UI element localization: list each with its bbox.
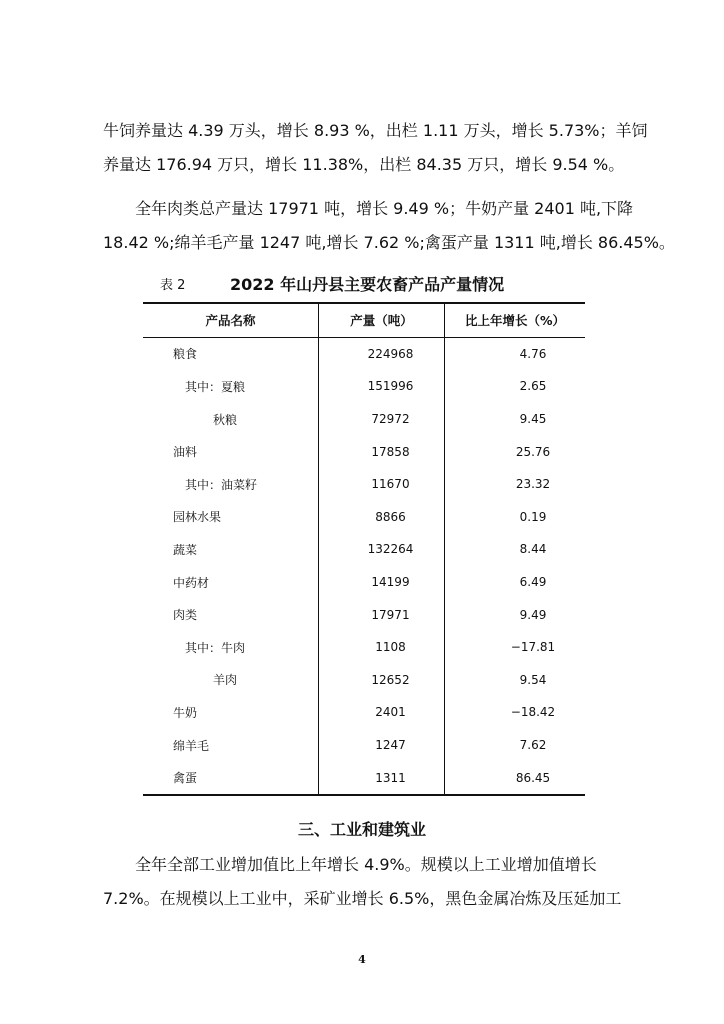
paragraph-line: 18.42 %;绵羊毛产量 1247 吨,增长 7.62 %;禽蛋产量 1311 吨,增长 86.45%。	[103, 233, 675, 252]
output-cell	[319, 435, 445, 468]
table-row	[143, 435, 585, 468]
product-name: 油料	[173, 445, 198, 460]
page-number: 4	[358, 953, 366, 966]
output-value: 8866	[375, 509, 406, 524]
growth-value: 6.49	[519, 575, 547, 590]
table-row	[143, 501, 585, 534]
product-name-cell	[143, 598, 319, 631]
output-value: 72972	[371, 412, 410, 427]
growth-cell	[445, 468, 586, 501]
product-name: 其中：夏粮	[185, 379, 246, 394]
output-value: 224968	[367, 346, 414, 361]
output-value: 1247	[375, 738, 406, 753]
growth-value: 0.19	[519, 509, 547, 524]
product-name: 中药材	[173, 575, 210, 590]
output-cell	[319, 761, 445, 795]
growth-cell	[445, 729, 586, 762]
section-heading: 三、工业和建筑业	[297, 820, 426, 839]
header-growth: 比上年增长（%）	[464, 313, 566, 329]
paragraph-line: 全年肉类总产量达 17971 吨，增长 9.49 %；牛奶产量 2401 吨,下降	[135, 199, 634, 218]
output-cell	[319, 468, 445, 501]
output-cell	[319, 566, 445, 599]
header-output: 产量（吨）	[319, 303, 445, 337]
product-name-cell	[143, 370, 319, 403]
product-name: 羊肉	[213, 673, 238, 688]
paragraph-line: 养量达 176.94 万只，增长 11.38%，出栏 84.35 万只，增长 9.54 %。	[103, 155, 625, 174]
product-name-cell	[143, 631, 319, 664]
table-row	[143, 337, 585, 370]
growth-value: 9.45	[519, 412, 547, 427]
product-name: 绵羊毛	[173, 738, 210, 753]
product-name: 秋粮	[213, 412, 238, 427]
output-cell	[319, 370, 445, 403]
paragraph-line: 7.2%。在规模以上工业中，采矿业增长 6.5%，黑色金属冶炼及压延加工	[103, 889, 622, 908]
output-value: 1311	[375, 770, 406, 785]
product-name-cell	[143, 566, 319, 599]
output-cell	[319, 337, 445, 370]
product-name: 蔬菜	[173, 542, 198, 557]
table-caption-title: 2022 年山丹县主要农畜产品产量情况	[230, 275, 505, 294]
table-row	[143, 664, 585, 697]
table-row	[143, 533, 585, 566]
growth-cell	[445, 501, 586, 534]
growth-cell	[445, 403, 586, 436]
table-row	[143, 729, 585, 762]
growth-cell	[445, 664, 586, 697]
product-name-cell	[143, 468, 319, 501]
product-name-cell	[143, 501, 319, 534]
product-name-cell	[143, 403, 319, 436]
production-table	[143, 302, 585, 796]
growth-cell	[445, 435, 586, 468]
output-cell	[319, 631, 445, 664]
growth-value: 9.54	[519, 672, 547, 687]
growth-cell	[445, 631, 586, 664]
output-cell	[319, 533, 445, 566]
output-value: 17971	[371, 607, 410, 622]
growth-cell	[445, 696, 586, 729]
growth-value: 23.32	[515, 477, 551, 492]
table-header-row	[143, 303, 585, 337]
product-name: 牛奶	[173, 705, 198, 720]
growth-cell	[445, 598, 586, 631]
growth-cell	[445, 337, 586, 370]
growth-cell	[445, 533, 586, 566]
table-caption-label: 表 2	[160, 278, 186, 293]
table-row	[143, 696, 585, 729]
output-value: 17858	[371, 444, 410, 459]
growth-cell	[445, 566, 586, 599]
product-name-cell	[143, 696, 319, 729]
growth-value: 2.65	[519, 379, 547, 394]
output-cell	[319, 598, 445, 631]
product-name-cell	[143, 533, 319, 566]
product-name: 其中：牛肉	[185, 640, 246, 655]
output-value: 1108	[375, 640, 406, 655]
table-row	[143, 370, 585, 403]
growth-cell	[445, 370, 586, 403]
product-name-cell	[143, 435, 319, 468]
header-product-name: 产品名称	[205, 313, 256, 329]
output-value: 11670	[371, 477, 410, 492]
growth-value: 4.76	[519, 346, 547, 361]
product-name: 其中：油菜籽	[185, 477, 258, 492]
growth-value: 7.62	[519, 738, 547, 753]
growth-value: 9.49	[519, 607, 547, 622]
output-value: 132264	[367, 542, 414, 557]
output-cell	[319, 403, 445, 436]
product-name: 肉类	[173, 608, 198, 623]
table-body	[143, 337, 585, 795]
table-row	[143, 468, 585, 501]
output-value: 151996	[367, 379, 414, 394]
product-name-cell	[143, 729, 319, 762]
paragraph-line: 牛饲养量达 4.39 万头，增长 8.93 %，出栏 1.11 万头，增长 5.73%；羊饲	[103, 121, 648, 140]
table-row	[143, 566, 585, 599]
growth-value: −18.42	[510, 705, 556, 720]
table-row	[143, 631, 585, 664]
product-name-cell	[143, 664, 319, 697]
product-name: 园林水果	[173, 510, 222, 525]
growth-value: 86.45	[515, 770, 551, 785]
output-cell	[319, 696, 445, 729]
output-cell	[319, 664, 445, 697]
output-value: 12652	[371, 672, 410, 687]
table-row	[143, 761, 585, 795]
table-row	[143, 598, 585, 631]
product-name: 粮食	[173, 347, 198, 362]
product-name-cell	[143, 337, 319, 370]
table-row	[143, 403, 585, 436]
paragraph-line: 全年全部工业增加值比上年增长 4.9%。规模以上工业增加值增长	[135, 855, 597, 874]
product-name-cell	[143, 761, 319, 795]
output-value: 2401	[375, 705, 406, 720]
growth-value: 8.44	[519, 542, 547, 557]
output-cell	[319, 729, 445, 762]
output-cell	[319, 501, 445, 534]
growth-cell	[445, 761, 586, 795]
growth-value: 25.76	[515, 444, 551, 459]
product-name: 禽蛋	[173, 771, 198, 786]
growth-value: −17.81	[510, 640, 556, 655]
output-value: 14199	[371, 575, 410, 590]
